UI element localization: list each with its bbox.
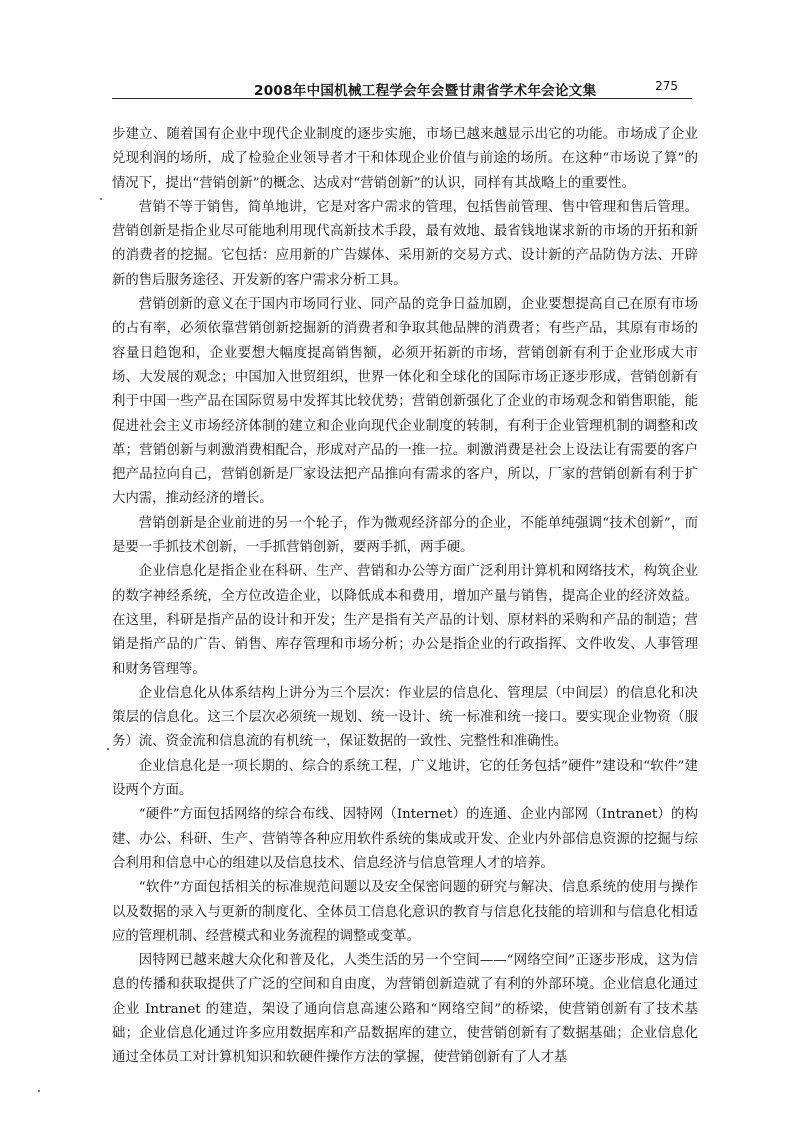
paragraph-informatization-definition: 企业信息化是指企业在科研、生产、营销和办公等方面广泛利用计算机和网络技术，构筑企业的数字神经系统，全方位改造企业，以降低成本和费用，增加产量与销售，提高企业的经济效益。在这里，科研是指产品的设计和开发；生产是指有关产品的计划、原材料的采购和产品的制造；营销是指产品的广告、销售、库存管理和市场分析；办公是指企业的行政指挥、文件收发、人事管理和财务管理等。 <box>112 564 698 677</box>
scan-speck <box>100 198 102 200</box>
paragraph-long-term-project: 企业信息化是一项长期的、综合的系统工程，广义地讲，它的任务包括“硬件”建设和“软件”建设两个方面。 <box>112 758 698 799</box>
body-text <box>112 123 698 1071</box>
paragraph-internet: 因特网已越来越大众化和普及化，人类生活的另一个空间——“网络空间”正逐步形成，这为信息的传播和获取提供了广泛的空间和自由度，为营销创新造就了有利的外部环境。企业信息化通过企业 Intranet 的建造，架设了通向信息高速公路和“网络空间”的桥梁，使营销创新有了技术基础；企业信息化通过许多应用数据库和产品数据库的建立，使营销创新有了数据基础；企业信息化通过全体员工对计算机知识和软硬件操作方法的掌握，使营销创新有了人才基 <box>112 953 698 1066</box>
running-title: 2008年中国机械工程学会年会暨甘肃省学术年会论文集 <box>254 83 597 99</box>
paragraph-software: “软件”方面包括相关的标准规范问题以及安全保密问题的研究与解决、信息系统的使用与操作以及数据的录入与更新的制度化、全体员工信息化意识的教育与信息化技能的培训和与信息化相适应的管理机制、经营模式和业务流程的调整或变革。 <box>112 880 698 944</box>
scan-speck <box>107 748 109 750</box>
paragraph-continued: 步建立、随着国有企业中现代企业制度的逐步实施，市场已越来越显示出它的功能。市场成了企业兑现利润的场所，成了检验企业领导者才干和体现企业价值与前途的场所。在这种“市场说了算”的情况下，提出“营销创新”的概念、达成对“营销创新”的认识，同样有其战略上的重要性。 <box>112 127 698 191</box>
paragraph-three-levels: 企业信息化从体系结构上讲分为三个层次：作业层的信息化、管理层（中间层）的信息化和决策层的信息化。这三个层次必须统一规划、统一设计、统一标准和统一接口。要实现企业物资（服务）流、资金流和信息流的有机统一，保证数据的一致性、完整性和准确性。 <box>112 685 698 750</box>
scan-speck <box>38 1090 40 1092</box>
paragraph-innovation-significance: 营销创新的意义在于国内市场同行业、同产品的竞争日益加剧，企业要想提高自己在原有市场的占有率，必须依靠营销创新挖掘新的消费者和争取其他品牌的消费者；有些产品，其原有市场的容量日趋饱和，企业要想大幅度提高销售额，必须开拓新的市场，营销创新有利于企业形成大市场、大发展的观念；中国加入世贸组织，世界一体化和全球化的国际市场正逐步形成，营销创新有利于中国一些产品在国际贸易中发挥其比较优势；营销创新强化了企业的市场观念和销售职能，能促进社会主义市场经济体制的建立和企业向现代企业制度的转制，有利于企业管理机制的调整和改革；营销创新与刺激消费相配合，形成对产品的一推一拉。刺激消费是社会上设法让有需要的客户把产品拉向自己，营销创新是厂家设法把产品推向有需求的客户，所以，厂家的营销创新有利于扩大内需，推动经济的增长。 <box>112 297 698 507</box>
paragraph-marketing-definition: 营销不等于销售，简单地讲，它是对客户需求的管理，包括售前管理、售中管理和售后管理。营销创新是指企业尽可能地利用现代高新技术手段，最有效地、最省钱地谋求新的市场的开拓和新的消费者的挖掘。它包括：应用新的广告媒体、采用新的交易方式、设计新的产品防伪方法、开辟新的售后服务途径、开发新的客户需求分析工具。 <box>112 199 698 288</box>
running-header <box>112 74 692 99</box>
paragraph-second-wheel: 营销创新是企业前进的另一个轮子，作为微观经济部分的企业，不能单纯强调“技术创新”，而是要一手抓技术创新，一手抓营销创新，要两手抓，两手硬。 <box>112 515 698 556</box>
paragraph-hardware: “硬件”方面包括网络的综合布线、因特网（Internet）的连通、企业内部网（Intranet）的构建、办公、科研、生产、营销等各种应用软件系统的集成或开发、企业内外部信息资源的挖掘与综合利用和信息中心的组建以及信息技术、信息经济与信息管理人才的培养。 <box>112 807 698 871</box>
page-number: 275 <box>655 79 678 93</box>
